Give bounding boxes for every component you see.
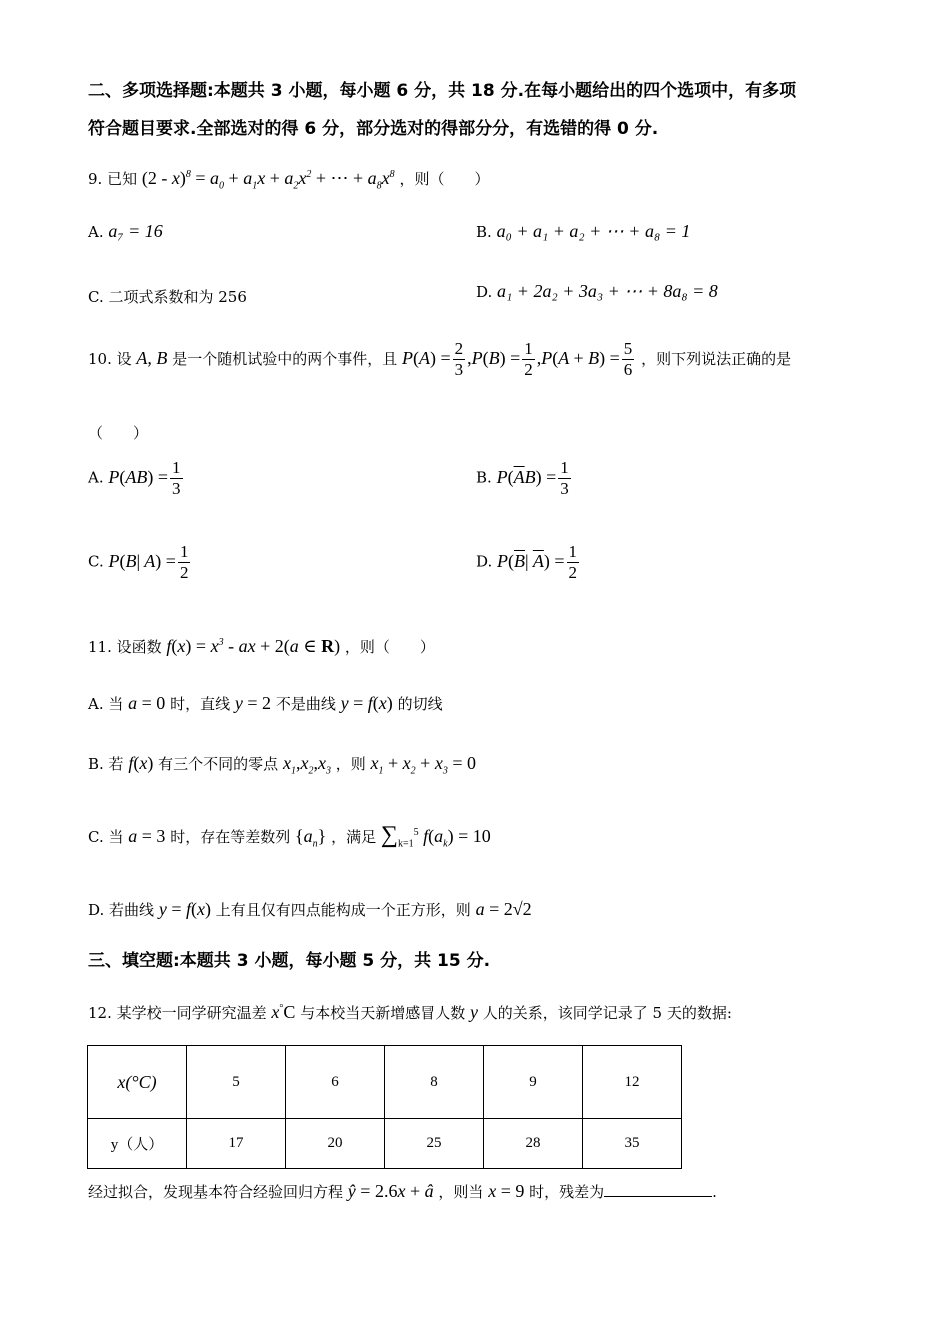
q9-option-c-text: 二项式系数和为 256 — [108, 288, 247, 306]
answer-blank[interactable] — [604, 1182, 712, 1197]
q11-option-a: A. 当 a = 0 时，直线 y = 2 不是曲线 y = f(x) 的切线 — [88, 693, 443, 713]
q9-option-a: A. a₇ = 16 — [88, 221, 163, 241]
q10-option-c: C. P(B| A) = $\frac{1}{2}$ — [88, 542, 189, 582]
section2-line2: 符合题目要求.全部选对的得 6 分，部分选对的得部分分，有选错的得 0 分. — [88, 119, 659, 139]
table-row — [88, 1046, 682, 1119]
table-row — [88, 1119, 682, 1169]
q9-formula: $(2 - x)^8 = a_0 + a_1x + a_2x^2$ + ⋯ + $a_8x^8$ — [141, 168, 395, 192]
q9-prefix: 9. 已知 — [88, 170, 138, 188]
table-cell: 35 — [583, 1119, 682, 1169]
table-cell: 17 — [187, 1119, 286, 1169]
table-header-x: x(°C) — [88, 1046, 187, 1119]
q10-stem: 10. 设 A, B 是一个随机试验中的两个事件，且 P(A) = $\frac{2}{3}$ ,P(B) = $\frac{1}{2}$ ,P(A + B) = $\frac{5}{6}$ ，则下列说法正确的是 — [88, 339, 792, 380]
q11-function: $f(x) = x^3$ - ax + 2(a ∈ R) — [166, 636, 341, 656]
q11-option-c: C. 当 a = 3 时，存在等差数列 $\{a_n\}$ ，满足 $\sum_{k=1}^5$ $f(a_k) = 10$ — [88, 822, 491, 850]
q12-after: 经过拟合，发现基本符合经验回归方程 ŷ = 2.6x + â ，则当 x = 9 时，残差为 . — [88, 1181, 717, 1201]
q10-probabilities: P(A) = $\frac{2}{3}$ ,P(B) = $\frac{1}{2}$ ,P(A + B) = $\frac{5}{6}$ — [401, 339, 633, 380]
q10-option-b: B. $P(\overline{A}B)$ = $\frac{1}{3}$ — [476, 458, 569, 498]
table-cell: 8 — [385, 1046, 484, 1119]
q11-option-b: B. 若 f(x) 有三个不同的零点 $x_1,x_2,x_3$ ，则 $x_1 + x_2 + x_3 = 0$ — [88, 753, 476, 777]
q10-option-a: A. P(AB) = $\frac{1}{3}$ — [88, 458, 181, 498]
table-cell: 12 — [583, 1046, 682, 1119]
table-cell: 28 — [484, 1119, 583, 1169]
q12-stem: 12. 某学校一同学研究温差 x°C 与本校当天新增感冒人数 y 人的关系，该同学记录了 5 天的数据: — [88, 1002, 732, 1022]
table-cell: 25 — [385, 1119, 484, 1169]
q9-suffix: ，则（ ） — [399, 170, 490, 188]
table-cell: 5 — [187, 1046, 286, 1119]
q11-stem: 11. 设函数 $f(x) = x^3$ - ax + 2(a ∈ R) ，则（ ） — [88, 636, 435, 656]
q9-stem — [88, 164, 489, 198]
q9-option-b: B. a₀ + a₁ + a₂ + ⋯ + a₈ = 1 — [476, 221, 691, 241]
table-cell: 20 — [286, 1119, 385, 1169]
q10-option-d: D. $P(\overline{B}|$ $\overline{A}$) = $\frac{1}{2}$ — [476, 542, 577, 582]
q9-option-a-math: a₇ = 16 — [108, 221, 163, 241]
q9-option-c: C. 二项式系数和为 256 — [88, 288, 247, 306]
table-cell: 9 — [484, 1046, 583, 1119]
q9-option-b-math: a₀ + a₁ + a₂ + ⋯ + a₈ = 1 — [496, 221, 691, 241]
section3-title: 三、填空题:本题共 3 小题，每小题 5 分，共 15 分. — [88, 951, 491, 971]
data-table — [87, 1045, 682, 1169]
q10-paren: （ ） — [88, 424, 149, 442]
section2-line1: 二、多项选择题:本题共 3 小题，每小题 6 分，共 18 分.在每小题给出的四个选项中，有多项 — [88, 81, 797, 101]
q9-option-d: D. a₁ + 2a₂ + 3a₃ + ⋯ + 8a₈ = 8 — [476, 281, 718, 301]
q9-option-d-math: a₁ + 2a₂ + 3a₃ + ⋯ + 8a₈ = 8 — [497, 281, 718, 301]
q11-option-d: D. 若曲线 y = f(x) 上有且仅有四点能构成一个正方形，则 a = 2√2 — [88, 899, 532, 919]
table-cell: 6 — [286, 1046, 385, 1119]
table-header-y: y（人） — [88, 1119, 187, 1169]
